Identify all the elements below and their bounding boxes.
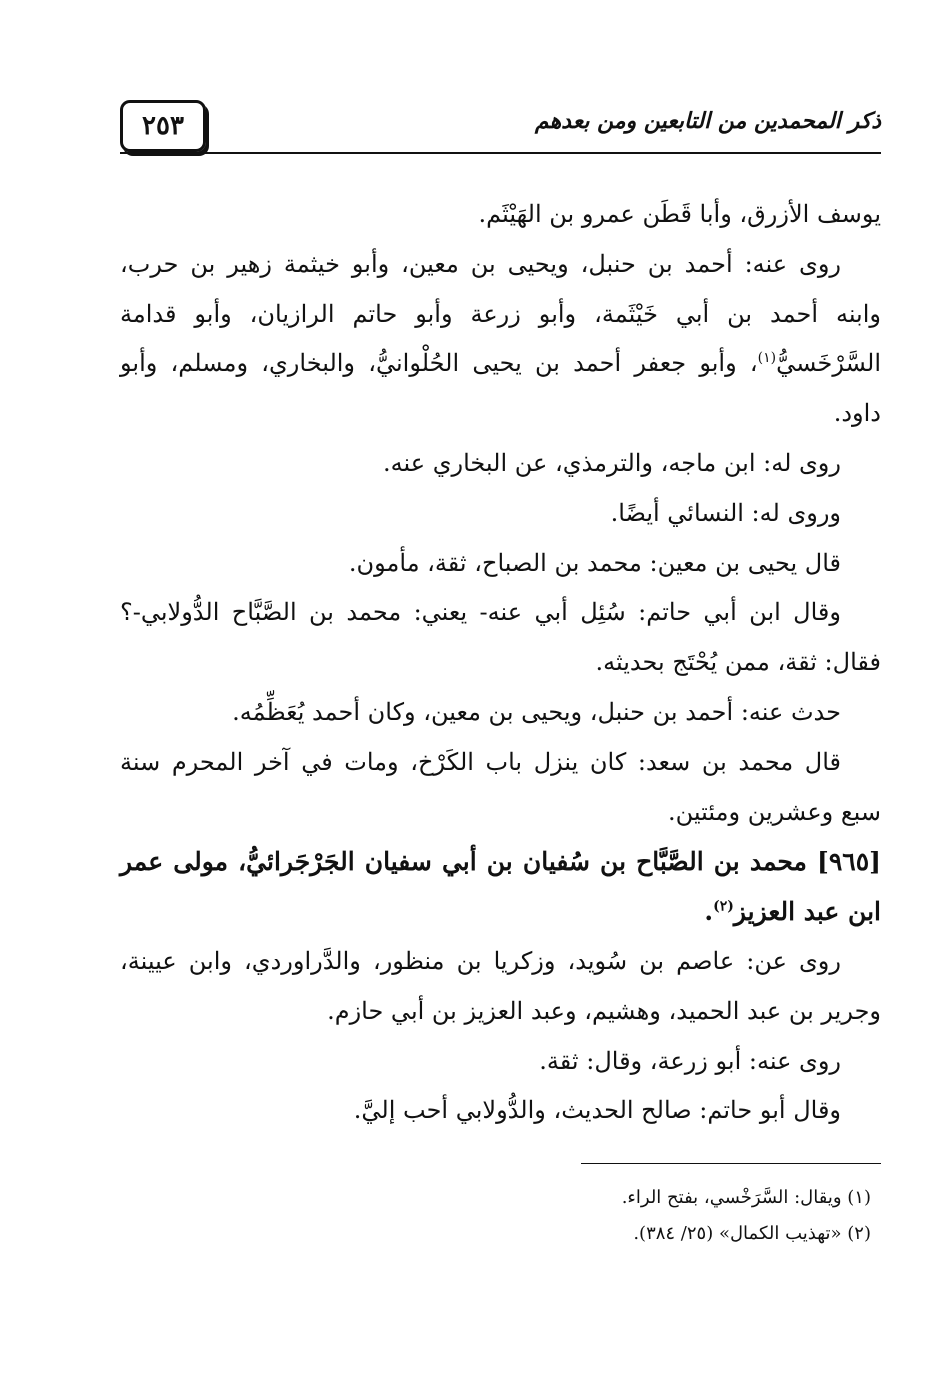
paragraph: حدث عنه: أحمد بن حنبل، ويحيى بن معين، وكان أحمد يُعَظِّمُه.	[232, 697, 841, 726]
footnote-2: (٢) «تهذيب الكمال» (٢٥/ ٣٨٤).	[633, 1223, 871, 1244]
entry-heading-965	[120, 837, 881, 937]
paragraph-tail: ، وأبو جعفر أحمد بن يحيى الحُلْوانيُّ، والبخاري، ومسلم، وأبو داود.	[120, 349, 881, 428]
paragraph: روى له: ابن ماجه، والترمذي، عن البخاري عنه.	[383, 448, 841, 477]
paragraph-continuation: يوسف الأزرق، وأبا قَطَن عمرو بن الهَيْثَم.	[478, 200, 881, 228]
paragraph: روى عن: عاصم بن سُويد، وزكريا بن منظور، والدَّراوردي، وابن عيينة، وجرير بن عبد الحميد، وهشيم، وعبد العزيز بن أبي حازم.	[120, 946, 881, 1025]
paragraph: قال يحيى بن معين: محمد بن الصباح، ثقة، مأمون.	[348, 548, 841, 577]
footnote-ref-2[interactable]: (٢)	[713, 898, 734, 915]
paragraph: روى عنه: أبو زرعة، وقال: ثقة.	[539, 1046, 841, 1075]
paragraph: وروى له: النسائي أيضًا.	[610, 498, 841, 527]
main-text	[120, 190, 881, 1136]
page-number: ٢٥٣	[120, 100, 206, 152]
entry-heading-text: [٩٦٥] محمد بن الصَّبَّاح بن سُفيان بن أبي سفيان الجَرْجَرائيُّ، مولى عمر ابن عبد العزيز	[120, 847, 881, 927]
paragraph: وقال ابن أبي حاتم: سُئِل أبي عنه- يعني: محمد بن الصَّبَّاح الدُّولابي-؟ فقال: ثقة، ممن يُحْتَج بحديثه.	[120, 598, 881, 677]
paragraph-text: روى عنه: أحمد بن حنبل، ويحيى بن معين، وأبو خيثمة زهير بن حرب، وابنه أحمد بن أبي خَيْثَمة، وأبو زرعة وأبو حاتم الرازيان، وأبو قدامة السَّرْخَسيُّ	[120, 249, 881, 378]
footnote-1: (١) ويقال: السَّرَخْسي، بفتح الراء.	[621, 1187, 871, 1208]
footnote-separator	[581, 1163, 881, 1164]
footnote-ref-1[interactable]: (١)	[757, 350, 777, 367]
paragraph: قال محمد بن سعد: كان ينزل باب الكَرْخ، ومات في آخر المحرم سنة سبع وعشرين ومئتين.	[120, 747, 881, 826]
footnotes	[120, 1180, 871, 1252]
entry-heading-tail: .	[704, 897, 714, 927]
header-rule	[120, 152, 881, 154]
paragraph: وقال أبو حاتم: صالح الحديث، والدُّولابي أحب إليَّ.	[353, 1096, 841, 1125]
paragraph-narrators	[120, 240, 881, 439]
running-header: ذكر المحمدين من التابعين ومن بعدهم	[534, 108, 881, 134]
